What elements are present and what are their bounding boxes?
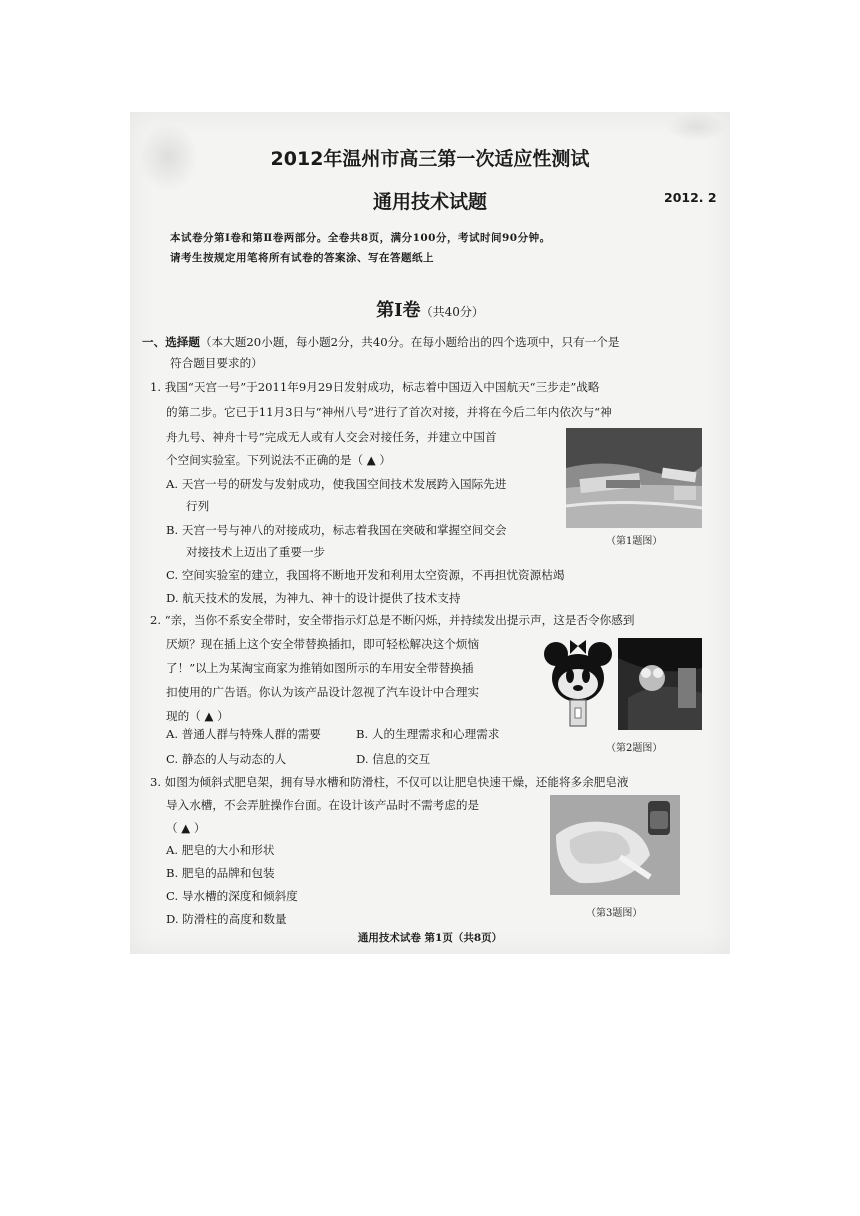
q1-option-a: A. 天宫一号的研发与发射成功，使我国空间技术发展跨入国际先进 — [166, 477, 507, 491]
q3-option-d: D. 防滑柱的高度和数量 — [166, 912, 287, 926]
space-station-photo — [566, 428, 702, 528]
exam-note: 本试卷分第Ⅰ卷和第Ⅱ卷两部分。全卷共8页，满分100分，考试时间90分钟。 — [170, 232, 551, 244]
q1-option-b-cont: 对接技术上迈出了重要一步 — [186, 545, 326, 559]
part-heading — [142, 332, 619, 352]
exam-date: 2012. 2 — [664, 190, 717, 205]
q2-stem-line: 2. “亲，当你不系安全带时，安全带指示灯总是不断闪烁，并持续发出提示声，这是否令你感到 — [150, 613, 635, 627]
scanned-page — [130, 112, 730, 954]
section-title — [130, 296, 730, 322]
figure-1-image — [566, 428, 702, 528]
exam-subtitle: 通用技术试题 — [372, 191, 487, 213]
q1-option-a-cont: 行列 — [186, 499, 210, 513]
section-score: （共40分） — [420, 305, 484, 319]
q3-stem-line: 导入水槽，不会弄脏操作台面。在设计该产品时不需考虑的是 — [166, 798, 480, 812]
cartoon-buckle-drawing — [540, 640, 616, 730]
q1-option-c: C. 空间实验室的建立，我国将不断地开发和利用太空资源，不再担忧资源枯竭 — [166, 568, 565, 582]
q1-stem-line: 个空间实验室。下列说法不正确的是（ ▲ ） — [166, 453, 391, 467]
q3-option-a: A. 肥皂的大小和形状 — [166, 843, 275, 857]
exam-note: 请考生按规定用笔将所有试卷的答案涂、写在答题纸上 — [170, 252, 434, 264]
q1-option-b: B. 天宫一号与神八的对接成功，标志着我国在突破和掌握空间交会 — [166, 523, 507, 537]
q2-stem-line: 厌烦？现在插上这个安全带替换插扣，即可轻松解决这个烦恼 — [166, 637, 480, 651]
q3-option-c: C. 导水槽的深度和倾斜度 — [166, 889, 298, 903]
exam-title: 2012年温州市高三第一次适应性测试 — [270, 148, 590, 170]
q1-option-d: D. 航天技术的发展，为神九、神十的设计提供了技术支持 — [166, 591, 461, 605]
q2-option-c: C. 静态的人与动态的人 — [166, 752, 287, 766]
page-footer: 通用技术试卷 第1页（共8页） — [357, 932, 503, 944]
q3-option-b: B. 肥皂的品牌和包装 — [166, 866, 275, 880]
figure-1-caption: （第1题图） — [606, 536, 663, 547]
q3-stem-line: （ ▲ ） — [166, 821, 206, 835]
soap-dish-photo — [550, 795, 680, 895]
figure-3-soap-dish-image — [550, 795, 680, 895]
q2-option-a: A. 普通人群与特殊人群的需要 — [166, 727, 321, 741]
q1-stem-line: 的第二步。它已于11月3日与“神州八号”进行了首次对接，并将在今后二年内依次与“神 — [166, 405, 612, 419]
q3-stem-line: 3. 如图为倾斜式肥皂架，拥有导水槽和防滑柱，不仅可以让肥皂快速干燥，还能将多余肥皂液 — [150, 775, 629, 789]
q2-stem-line: 现的（ ▲ ） — [166, 709, 229, 723]
part-desc: （本大题20小题，每小题2分，共40分。在每小题给出的四个选项中，只有一个是 — [199, 335, 620, 349]
figure-2-car-photo — [618, 638, 702, 730]
q1-stem-line: 1. 我国“天宫一号”于2011年9月29日发射成功，标志着中国迈入中国航天“三步走”战略 — [150, 380, 600, 394]
part-desc: 符合题目要求的） — [170, 356, 263, 370]
figure-3-caption: （第3题图） — [586, 908, 643, 919]
section-name: 第Ⅰ卷 — [376, 300, 421, 321]
q2-option-d: D. 信息的交互 — [356, 752, 431, 766]
q2-stem-line: 了！”以上为某淘宝商家为推销如图所示的车用安全带替换插 — [166, 661, 474, 675]
q1-stem-line: 舟九号、神舟十号”完成无人或有人交会对接任务，并建立中国首 — [166, 430, 497, 444]
q2-stem-line: 扣使用的广告语。你认为该产品设计忽视了汽车设计中合理实 — [166, 685, 480, 699]
figure-2-caption: （第2题图） — [606, 743, 663, 754]
car-seat-photo — [618, 638, 702, 730]
figure-2-buckle-image — [540, 640, 616, 730]
scan-smudge — [666, 112, 726, 142]
q2-option-b: B. 人的生理需求和心理需求 — [356, 727, 500, 741]
part-label: 一、选择题 — [142, 335, 200, 349]
